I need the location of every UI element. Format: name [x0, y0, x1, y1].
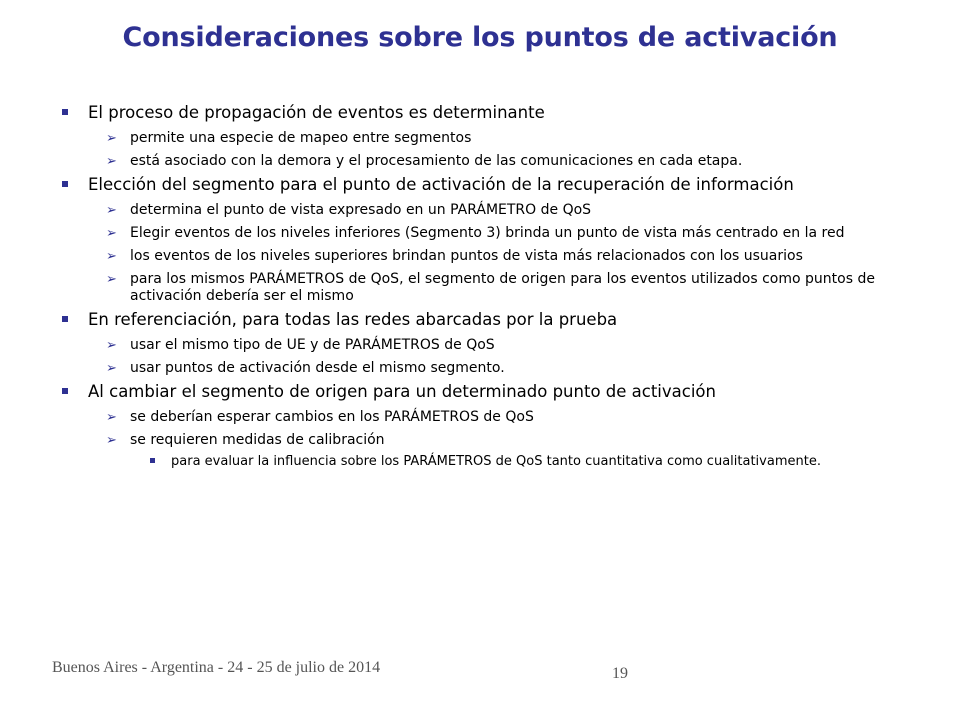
sub-bullet-text: usar el mismo tipo de UE y de PARÁMETROS de QoS: [130, 337, 495, 353]
sub-bullet-item: [62, 360, 922, 377]
sub-bullet-text: Elegir eventos de los niveles inferiores (Segmento 3) brinda un punto de vista más centrado en la red: [130, 225, 845, 241]
slide-title: Consideraciones sobre los puntos de activación: [122, 22, 838, 53]
arrow-bullet-icon: ➢: [106, 249, 117, 264]
sub-sub-bullet-item: [62, 453, 922, 470]
sub-bullet-item: [62, 409, 922, 426]
sub-bullet-item: [62, 225, 922, 242]
arrow-bullet-icon: ➢: [106, 272, 117, 287]
bullet-text: El proceso de propagación de eventos es determinante: [88, 103, 545, 122]
sub-bullet-item: [62, 337, 922, 354]
arrow-bullet-icon: ➢: [106, 154, 117, 169]
bullet-item: [62, 381, 922, 403]
arrow-bullet-icon: ➢: [106, 361, 117, 376]
square-bullet-icon: [62, 388, 68, 394]
square-bullet-icon: [62, 109, 68, 115]
bullet-item: [62, 174, 922, 196]
sub-bullet-item: [62, 432, 922, 449]
sub-sub-bullet-text: para evaluar la influencia sobre los PARÁMETROS de QoS tanto cuantitativa como cualitativamente.: [171, 454, 821, 469]
sub-bullet-item: [62, 271, 922, 305]
sub-bullet-item: [62, 248, 922, 265]
sub-bullet-item: [62, 202, 922, 219]
sub-bullet-text: se requieren medidas de calibración: [130, 432, 385, 448]
sub-bullet-text: está asociado con la demora y el procesamiento de las comunicaciones en cada etapa.: [130, 153, 743, 169]
sub-bullet-text: los eventos de los niveles superiores brindan puntos de vista más relacionados con los usuarios: [130, 248, 803, 264]
arrow-bullet-icon: ➢: [106, 131, 117, 146]
sub-bullet-text: determina el punto de vista expresado en un PARÁMETRO de QoS: [130, 202, 592, 218]
small-square-bullet-icon: [150, 458, 155, 463]
sub-bullet-item: [62, 153, 922, 170]
sub-bullet-text: permite una especie de mapeo entre segmentos: [130, 130, 472, 146]
arrow-bullet-icon: ➢: [106, 338, 117, 353]
sub-bullet-text: usar puntos de activación desde el mismo segmento.: [130, 360, 505, 376]
bullet-text: En referenciación, para todas las redes abarcadas por la prueba: [88, 310, 618, 329]
bullet-text: Elección del segmento para el punto de activación de la recuperación de información: [88, 175, 794, 194]
sub-bullet-item: [62, 130, 922, 147]
bullet-item: [62, 309, 922, 331]
square-bullet-icon: [62, 316, 68, 322]
square-bullet-icon: [62, 181, 68, 187]
arrow-bullet-icon: ➢: [106, 226, 117, 241]
bullet-item: [62, 102, 922, 124]
arrow-bullet-icon: ➢: [106, 203, 117, 218]
page-number: 19: [612, 665, 628, 682]
footer-location-date: Buenos Aires - Argentina - 24 - 25 de julio de 2014: [52, 659, 381, 676]
bullet-text: Al cambiar el segmento de origen para un determinado punto de activación: [88, 382, 716, 401]
arrow-bullet-icon: ➢: [106, 410, 117, 425]
sub-bullet-text: se deberían esperar cambios en los PARÁMETROS de QoS: [130, 409, 534, 425]
arrow-bullet-icon: ➢: [106, 433, 117, 448]
slide-content: [62, 102, 922, 470]
sub-bullet-text: para los mismos PARÁMETROS de QoS, el segmento de origen para los eventos utilizados como puntos de activación debería ser el mismo: [130, 271, 875, 304]
